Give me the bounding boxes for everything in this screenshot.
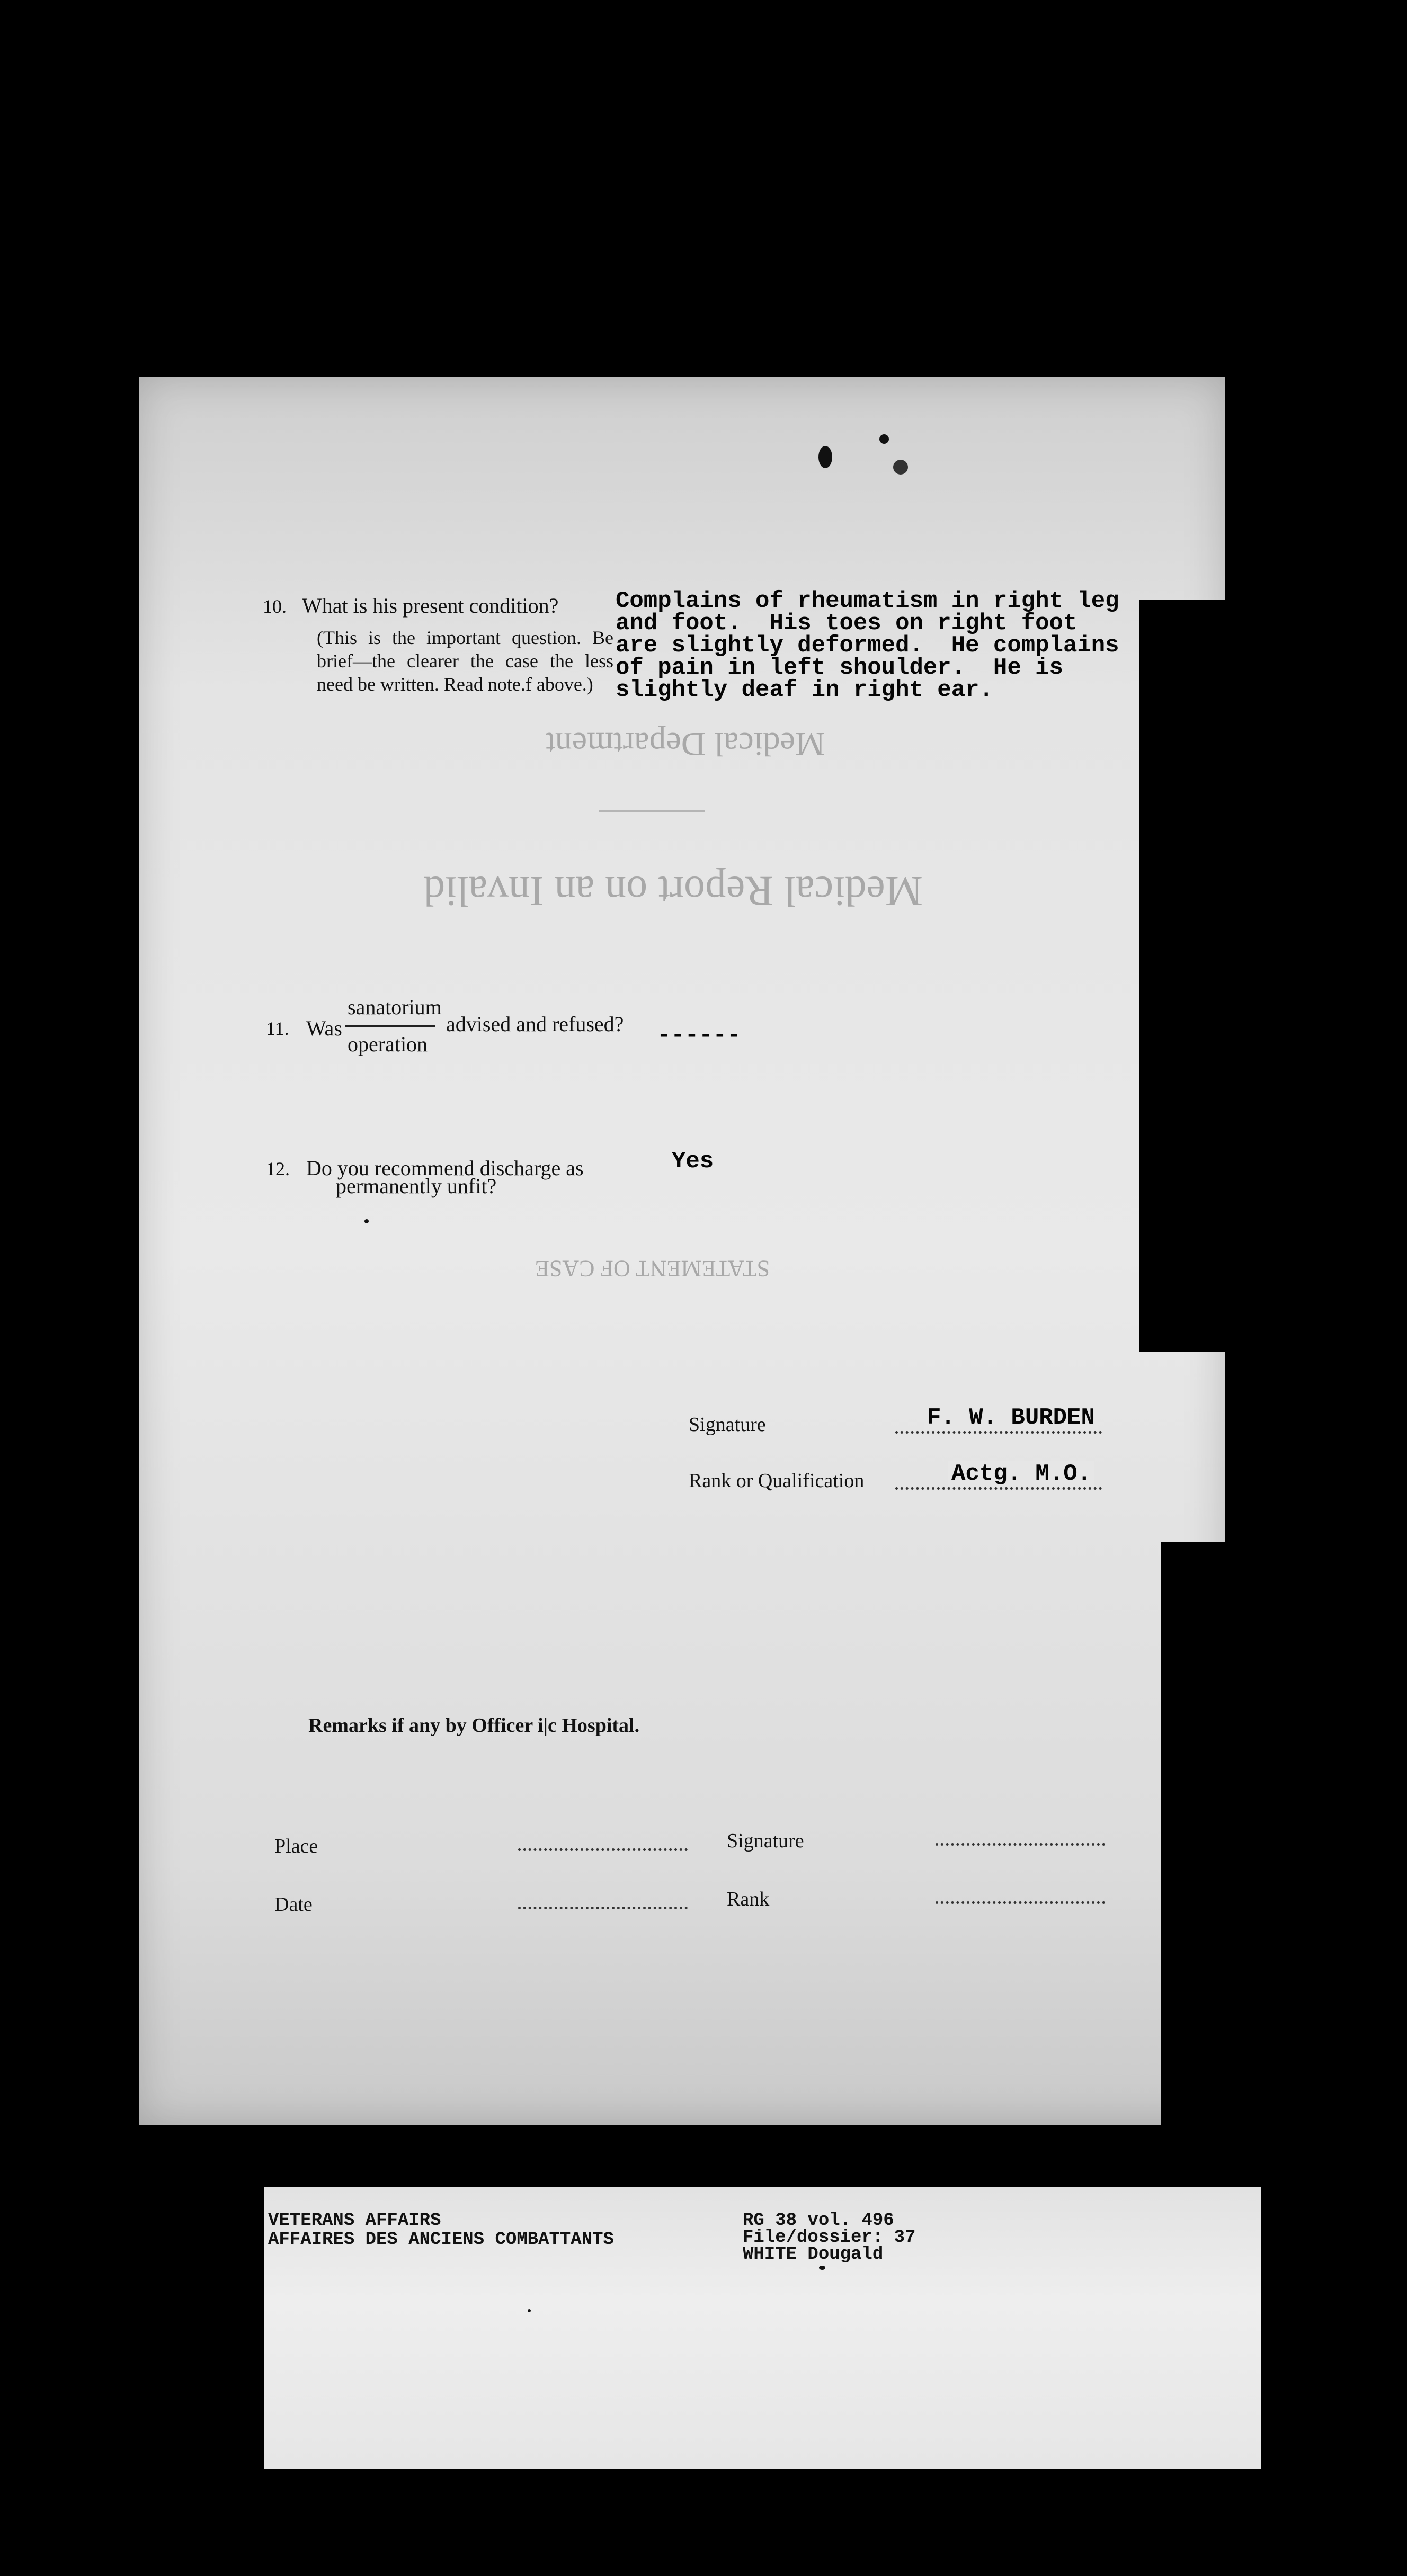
rank-value: Actg. M.O. (948, 1461, 1094, 1487)
q10-note: (This is the important question. Be brief—the clearer the case the less need be written. Read note.f above.) (317, 627, 613, 695)
q10-answer-line: are slightly deformed. He complains (616, 632, 1119, 659)
showthrough-rule (599, 810, 705, 812)
rank-line (895, 1487, 1102, 1490)
ink-blot (818, 446, 832, 468)
q10-answer-line: and foot. His toes on right foot (616, 610, 1077, 637)
signature-value: F. W. BURDEN (924, 1405, 1098, 1431)
ink-dot (364, 1219, 369, 1223)
archive-label-right-line1: RG 38 vol. 496 (743, 2211, 894, 2231)
q10-answer-line: of pain in left shoulder. He is (616, 655, 1063, 681)
ink-blot (879, 434, 889, 444)
date-line (518, 1907, 688, 1909)
officer-signature-label: Signature (727, 1830, 804, 1852)
q12-question-line2: permanently unfit? (336, 1174, 497, 1198)
archive-label-card (264, 2187, 1261, 2469)
date-label: Date (274, 1893, 313, 1916)
signature-line (895, 1431, 1102, 1434)
showthrough-department: Medical Department (546, 726, 825, 763)
archive-label-left-line1: VETERANS AFFAIRS (268, 2211, 441, 2231)
q11-answer: ------ (657, 1022, 741, 1049)
officer-rank-label: Rank (727, 1888, 770, 1910)
q12-answer: Yes (672, 1148, 714, 1175)
rank-label: Rank or Qualification (689, 1470, 865, 1492)
q11-fraction-rule (345, 1025, 435, 1027)
q10-question: What is his present condition? (302, 594, 559, 618)
q11-option-sanatorium: sanatorium (348, 995, 442, 1019)
ink-blot (893, 460, 908, 475)
showthrough-title: Medical Report on an Invalid (424, 867, 923, 914)
q12-number: 12. (266, 1158, 290, 1179)
archive-label-right-line3: WHITE Dougald (743, 2244, 884, 2265)
q10-answer-line: slightly deaf in right ear. (616, 677, 993, 703)
signature-label: Signature (689, 1414, 766, 1436)
q11-question: advised and refused? (446, 1012, 624, 1036)
place-label: Place (274, 1835, 318, 1857)
officer-signature-line (936, 1843, 1105, 1846)
page-notch-lower (1166, 1902, 1225, 2125)
q10-answer-line: Complains of rheumatism in right leg (616, 588, 1119, 614)
q11-number: 11. (266, 1018, 289, 1039)
q11-was: Was (306, 1016, 342, 1040)
q11-option-operation: operation (348, 1032, 428, 1056)
q12-question-line1: Do you recommend discharge as (306, 1156, 584, 1180)
ink-dot (819, 2266, 825, 2270)
archive-label-left-line2: AFFAIRES DES ANCIENS COMBATTANTS (268, 2230, 614, 2250)
archive-label-right-line2: File/dossier: 37 (743, 2228, 916, 2248)
place-line (518, 1848, 688, 1851)
remarks-label: Remarks if any by Officer i|c Hospital. (308, 1714, 640, 1737)
page-notch-top (1139, 600, 1225, 1352)
officer-rank-line (936, 1901, 1105, 1904)
ink-dot (528, 2309, 531, 2312)
showthrough-statement: STATEMENT OF CASE (535, 1256, 770, 1282)
q10-number: 10. (263, 596, 287, 617)
